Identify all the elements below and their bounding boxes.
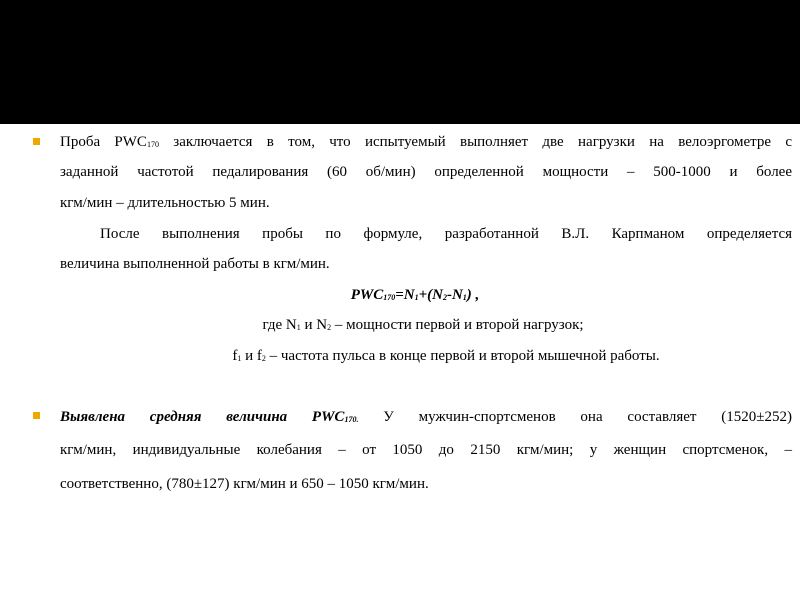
bullet-marker-1 — [33, 138, 40, 145]
subscript: 1 — [462, 293, 467, 302]
text: f — [232, 348, 238, 364]
bullet1-line2 — [60, 163, 792, 181]
text: и f — [241, 348, 262, 364]
bullet2-line2 — [60, 441, 792, 459]
bullet1-line3 — [60, 194, 270, 212]
text: – мощности первой и второй нагрузок; — [331, 317, 584, 333]
text: – частота пульса в конце первой и второй мышечной работы. — [265, 348, 660, 364]
subscript: 170 — [146, 140, 159, 149]
formula-where-line — [0, 316, 800, 334]
text: соответственно, (780±127) кгм/мин и 650 – 1050 кгм/мин. — [60, 476, 429, 492]
para2-line2 — [60, 255, 330, 273]
subscript: 1 — [296, 323, 301, 332]
subscript: 2 — [327, 323, 332, 332]
subscript: 170 — [383, 293, 396, 302]
bullet2-line3 — [60, 475, 429, 493]
subscript: 170. — [344, 415, 359, 424]
text: PWC — [350, 287, 384, 303]
text: заданной частотой педалирования (60 об/мин) определенной мощности – 500-1000 и более — [60, 164, 792, 180]
subscript: 2 — [261, 354, 266, 363]
text: Выявлена средняя величина PWC — [60, 409, 345, 425]
formula-freq-line — [0, 347, 800, 365]
text: У мужчин-спортсменов она составляет (1520±252) — [358, 409, 792, 425]
text: кгм/мин, индивидуальные колебания – от 1050 до 2150 кгм/мин; у женщин спортсменок, – — [60, 442, 792, 458]
text: -N — [446, 287, 463, 303]
text: +(N — [418, 287, 443, 303]
text: заключается в том, что испытуемый выполняет две нагрузки на велоэргометре с — [158, 134, 792, 150]
text: После выполнения пробы по формуле, разработанной В.Л. Карпманом определяется — [100, 226, 792, 242]
text: и N — [300, 317, 328, 333]
slide-title-bar — [0, 0, 800, 124]
text: кгм/мин – длительностью 5 мин. — [60, 195, 270, 211]
text: ) , — [466, 287, 480, 303]
bullet1-line1 — [60, 133, 792, 151]
text: величина выполненной работы в кгм/мин. — [60, 256, 330, 272]
para2-line1 — [100, 225, 792, 243]
formula-pwc170 — [0, 286, 800, 304]
text: Проба PWC — [60, 134, 147, 150]
subscript: 1 — [414, 293, 419, 302]
text: где N — [262, 317, 297, 333]
subscript: 2 — [442, 293, 447, 302]
subscript: 1 — [237, 354, 242, 363]
bullet2-line1 — [60, 408, 792, 426]
text: =N — [395, 287, 415, 303]
bullet-marker-2 — [33, 412, 40, 419]
